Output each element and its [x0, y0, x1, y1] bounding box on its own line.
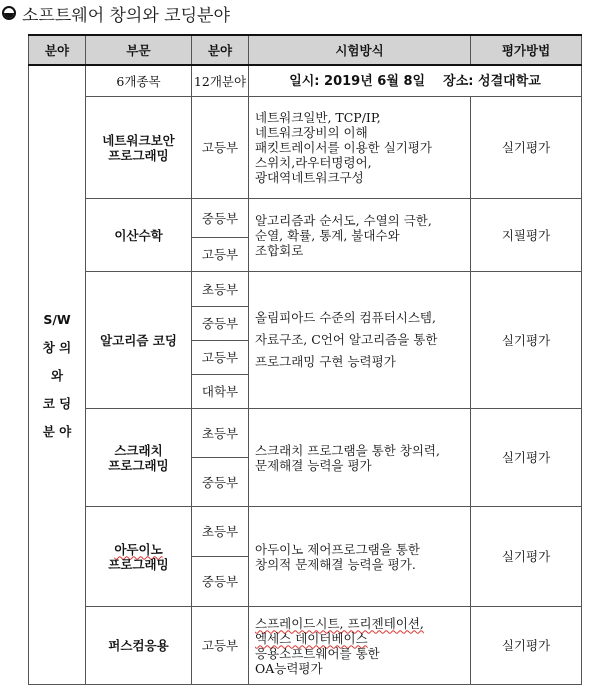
section-line: 프로그래밍	[108, 457, 169, 473]
method-line: OA능력평가	[255, 660, 323, 676]
method-line: 패킷트레이서를 이용한 실기평가	[255, 140, 432, 155]
section-title	[2, 0, 230, 26]
method-cell	[249, 607, 471, 685]
table-row	[29, 507, 582, 557]
info-divisions-count: 12개분야	[192, 65, 249, 97]
method-line: 아두이노 제어프로그램을 통한	[255, 541, 420, 557]
method-cell	[249, 507, 471, 607]
method-cell	[249, 409, 471, 507]
method-line: 조합회로	[255, 242, 304, 258]
division-cell: 중등부	[192, 458, 249, 507]
category-line: 와	[50, 367, 64, 383]
method-cell	[249, 97, 471, 199]
method-line: 광대역네트워크구성	[255, 170, 364, 185]
section-line: 프로그래밍	[108, 556, 169, 572]
division-cell: 대학부	[192, 375, 249, 409]
division-cell: 초등부	[192, 272, 249, 307]
method-line: 스크래치 프로그램을 통한 창의력,	[255, 442, 440, 458]
table-row	[29, 272, 582, 307]
info-date-place	[249, 65, 582, 97]
method-line: 스위치,라우터명령어,	[255, 155, 372, 170]
competition-table	[28, 34, 582, 685]
table-row	[29, 607, 582, 685]
division-cell: 초등부	[192, 409, 249, 458]
header-evaluation: 평가방법	[471, 35, 582, 65]
info-row	[29, 65, 582, 97]
date-label: 일시:	[289, 73, 320, 89]
method-line: 문제해결 능력을 평가	[255, 457, 372, 473]
division-cell: 고등부	[192, 341, 249, 375]
table-row	[29, 199, 582, 238]
method-line: 올림피아드 수준의 컴퓨터시스템,	[255, 310, 436, 325]
division-cell: 중등부	[192, 307, 249, 341]
method-line: 스프레이드시트, 프리젠테이션,	[255, 615, 424, 631]
section-line: 프로그래밍	[108, 147, 169, 163]
method-line: 프로그래밍 구현 능력평가	[255, 354, 396, 369]
method-line: 자료구조, C언어 알고리즘을 통한	[255, 332, 438, 347]
section-line: 아두이노	[114, 541, 163, 557]
section-network-security	[86, 97, 192, 199]
method-line: 네트워크일반, TCP/IP,	[255, 110, 381, 125]
method-line: 알고리즘과 순서도, 수열의 극한,	[255, 212, 432, 228]
evaluation-cell: 지필평가	[471, 199, 582, 272]
method-cell	[249, 272, 471, 409]
section-line: 이산수학	[114, 227, 163, 243]
section-line: 스크래치	[114, 442, 163, 458]
section-algorithm-coding	[86, 272, 192, 409]
division-cell: 중등부	[192, 557, 249, 607]
table-row	[29, 409, 582, 458]
date-value: 2019년 6월 8일	[324, 73, 426, 89]
evaluation-cell: 실기평가	[471, 97, 582, 199]
division-cell: 초등부	[192, 507, 249, 557]
category-cell	[29, 65, 86, 685]
method-line: 응용소프트웨어를 통한	[255, 645, 380, 661]
section-title-text: 소프트웨어 창의와 코딩분야	[22, 5, 230, 26]
header-section: 부문	[86, 35, 192, 65]
half-circle-bullet-icon	[2, 6, 16, 20]
place-value: 성결대학교	[478, 73, 541, 89]
method-line: 엑세스 데이터베이스	[255, 630, 368, 646]
section-scratch	[86, 409, 192, 507]
division-cell: 중등부	[192, 199, 249, 238]
evaluation-cell: 실기평가	[471, 607, 582, 685]
section-line: 알고리즘 코딩	[100, 332, 177, 348]
table-row	[29, 97, 582, 199]
division-cell: 고등부	[192, 607, 249, 685]
place-label: 장소:	[443, 73, 474, 89]
method-line: 순열, 확률, 통계, 불대수와	[255, 227, 400, 243]
section-arduino	[86, 507, 192, 607]
method-cell	[249, 199, 471, 272]
section-discrete-math	[86, 199, 192, 272]
evaluation-cell: 실기평가	[471, 507, 582, 607]
category-line: 코 딩	[42, 395, 72, 411]
category-line: 분 야	[42, 423, 72, 439]
evaluation-cell: 실기평가	[471, 409, 582, 507]
category-line: 창 의	[42, 339, 72, 355]
section-line: 네트워크보안	[102, 132, 175, 148]
header-method: 시험방식	[249, 35, 471, 65]
method-line: 네트워크장비의 이해	[255, 125, 368, 140]
header-division: 분야	[192, 35, 249, 65]
section-line: 퍼스컴응용	[108, 638, 169, 653]
header-field: 분야	[29, 35, 86, 65]
section-pc-application	[86, 607, 192, 685]
method-line: 창의적 문제해결 능력을 평가.	[255, 556, 416, 572]
evaluation-cell: 실기평가	[471, 272, 582, 409]
category-line: S/W	[43, 311, 71, 327]
division-cell: 고등부	[192, 238, 249, 272]
table-header-row	[29, 35, 582, 65]
division-cell: 고등부	[192, 97, 249, 199]
info-sections-count: 6개종목	[86, 65, 192, 97]
